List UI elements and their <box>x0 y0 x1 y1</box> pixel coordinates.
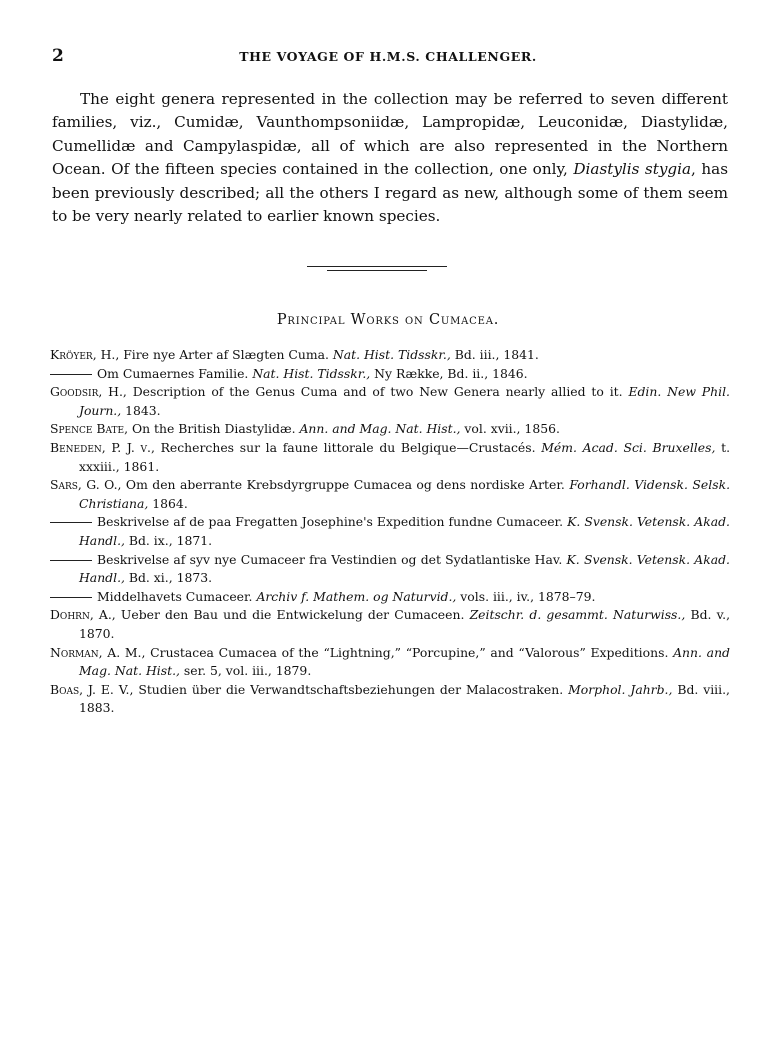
reference-title: Beskrivelse af syv nye Cumaceer fra Vestindien og det Sydatlantiske Hav. <box>97 551 567 567</box>
running-title: THE VOYAGE OF H.M.S. CHALLENGER. <box>239 49 537 64</box>
reference-title: Beskrivelse af de paa Fregatten Josephine's Expedition fundne Cumaceer. <box>97 514 568 530</box>
reference-journal: Morphol. Jahrb., <box>568 681 673 697</box>
reference-journal: Ann. and Mag. Nat. Hist., <box>79 644 730 679</box>
intro-text-2: , has been previously described; all the others I regard as new, although some of them seem to be very nearly related to earlier known species. <box>52 160 728 226</box>
reference-details: Bd. iii., 1841. <box>450 347 539 362</box>
reference-title: Crustacea Cumacea of the “Lightning,” “Porcupine,” and “Valorous” Expeditions. <box>145 644 674 660</box>
reference-details: vols. iii., iv., 1878–79. <box>456 588 596 604</box>
reference-details: 1843. <box>121 402 161 418</box>
divider-rule-long <box>307 266 447 267</box>
reference-details: 1864. <box>148 495 188 511</box>
reference-title: Middelhavets Cumaceer. <box>97 588 257 604</box>
reference-details: Bd. xi., 1873. <box>124 570 213 586</box>
reference-details: Bd. ix., 1871. <box>124 532 213 548</box>
reference-details: Bd. v., 1870. <box>79 607 731 641</box>
reference-details: vol. xvii., 1856. <box>460 421 560 437</box>
intro-paragraph <box>52 88 728 228</box>
reference-title: Ueber den Bau und die Entwickelung der Cumaceen. <box>115 607 470 623</box>
ditto-dash <box>50 522 92 523</box>
reference-journal: K. Svensk. Vetensk. Akad. Handl., <box>79 514 730 548</box>
reference-entry <box>50 439 730 476</box>
reference-entry <box>50 606 730 643</box>
reference-title: On the British Diastylidæ. <box>128 421 300 437</box>
page-number: 2 <box>52 46 64 66</box>
reference-journal: K. Svensk. Vetensk. Akad. Handl., <box>79 551 730 586</box>
reference-title: Recherches sur la faune littorale du Belgique—Crustacés. <box>154 439 542 455</box>
divider-rule-short <box>327 270 427 271</box>
ditto-dash <box>50 597 92 598</box>
reference-entry <box>50 644 730 681</box>
reference-journal: Nat. Hist. Tidsskr., <box>332 347 451 362</box>
reference-title: Om den aberrante Krebsdyrgruppe Cumacea og dens nordiske Arter. <box>121 477 570 493</box>
reference-list <box>50 346 730 718</box>
reference-author: Boas, J. E. V., <box>50 681 134 697</box>
reference-entry <box>50 588 730 607</box>
reference-entry <box>50 681 730 718</box>
reference-entry <box>50 476 730 513</box>
reference-author: Spence Bate, <box>50 421 129 437</box>
reference-details: t. xxxiii., 1861. <box>79 439 731 474</box>
reference-author: Norman, A. M., <box>50 644 146 660</box>
intro-text-1: The eight genera represented in the collection may be referred to seven different families, viz., Cumidæ, Vaunthompsoniidæ, Lampropidæ, Leuconidæ, Diastylidæ, Cumellidæ and Campylaspidæ, all of which are also represented in the Northern Ocean. Of the fifteen species contained in the collection, one only, <box>52 90 728 179</box>
reference-entry <box>50 383 730 420</box>
reference-journal: Nat. Hist. Tidsskr., <box>252 365 371 381</box>
section-heading: Principal Works on Cumacea. <box>276 312 500 328</box>
reference-title: Description of the Genus Cuma and of two New Genera nearly allied to it. <box>126 384 629 400</box>
reference-details: Bd. viii., 1883. <box>79 681 730 716</box>
reference-author: Dohrn, A., <box>50 607 116 623</box>
reference-entry <box>50 365 730 384</box>
reference-entry <box>50 551 730 588</box>
reference-author: Sars, G. O., <box>50 477 122 493</box>
reference-journal: Edin. New Phil. Journ., <box>79 384 730 418</box>
reference-author: Goodsir, H., <box>50 384 127 400</box>
reference-journal: Mém. Acad. Sci. Bruxelles, <box>541 439 716 455</box>
reference-title: Om Cumaernes Familie. <box>97 365 253 381</box>
reference-title: Fire nye Arter af Slægten Cuma. <box>119 347 333 362</box>
ditto-dash <box>50 560 92 561</box>
reference-journal: Zeitschr. d. gesammt. Naturwiss., <box>469 607 686 623</box>
reference-details: ser. 5, vol. iii., 1879. <box>179 663 312 679</box>
reference-journal: Archiv f. Mathem. og Naturvid., <box>256 588 457 604</box>
reference-journal: Ann. and Mag. Nat. Hist., <box>299 421 461 437</box>
reference-author: Kröyer, H., <box>50 347 120 362</box>
species-name: Diastylis stygia <box>573 160 692 179</box>
reference-entry <box>50 346 730 365</box>
ditto-dash <box>50 374 92 375</box>
reference-entry <box>50 420 730 439</box>
reference-journal: Forhandl. Vidensk. Selsk. Christiana, <box>79 477 731 511</box>
reference-entry <box>50 513 730 550</box>
reference-author: Beneden, P. J. v., <box>50 439 155 455</box>
reference-title: Studien über die Verwandtschaftsbeziehungen der Malacostraken. <box>133 681 569 697</box>
reference-details: Ny Række, Bd. ii., 1846. <box>370 365 528 381</box>
